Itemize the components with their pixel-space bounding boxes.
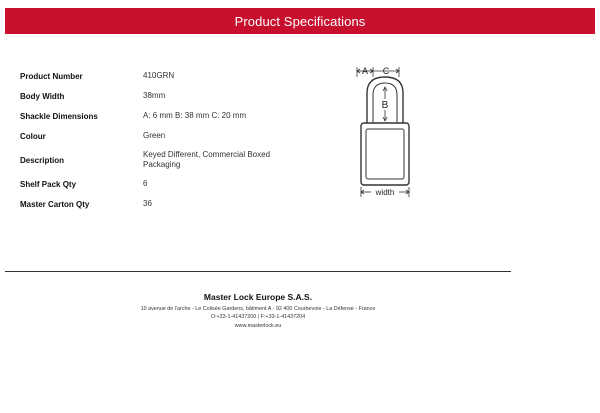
page-title-banner	[5, 8, 595, 34]
company-website: www.masterlock.eu	[234, 322, 282, 329]
page-title: Product Specifications	[234, 13, 366, 29]
dimension-label-width: width	[375, 188, 395, 197]
dimension-label-a: A	[361, 66, 369, 76]
spec-label: Description	[20, 155, 65, 165]
spec-row-shelf-pack-qty	[20, 174, 300, 194]
spec-value: 36	[143, 199, 152, 208]
footer-divider	[5, 271, 511, 272]
padlock-dimension-diagram	[355, 63, 415, 201]
spec-value: 410GRN	[143, 71, 175, 80]
spec-row-product-number	[20, 66, 300, 86]
spec-row-description	[20, 146, 300, 174]
footer	[5, 292, 511, 330]
spec-row-colour	[20, 126, 300, 146]
spec-value: Keyed Different, Commercial Boxed Packaging	[143, 150, 271, 169]
spec-row-body-width	[20, 86, 300, 106]
spec-value: Green	[143, 131, 166, 140]
spec-row-shackle-dimensions	[20, 106, 300, 126]
spec-row-master-carton-qty	[20, 194, 300, 214]
spec-value: 38mm	[143, 91, 166, 100]
spec-label: Colour	[20, 131, 46, 141]
company-name: Master Lock Europe S.A.S.	[203, 292, 313, 302]
company-phone: O:+33-1-41437200 | F:+33-1-41437204	[210, 314, 306, 321]
spec-label: Product Number	[20, 71, 83, 81]
dimension-label-b: B	[381, 100, 389, 111]
spec-label: Shackle Dimensions	[20, 111, 98, 121]
spec-label: Shelf Pack Qty	[20, 179, 77, 189]
specifications-table	[20, 66, 300, 214]
spec-value: 6	[143, 179, 148, 188]
spec-label: Body Width	[20, 91, 65, 101]
company-address: 10 avenue de l'arche - Le Colisée Gardens, bâtiment A - 92 400 Courbevoie - La Défense - France	[140, 306, 376, 312]
spec-label: Master Carton Qty	[20, 199, 90, 209]
spec-value: A: 6 mm B: 38 mm C: 20 mm	[143, 111, 247, 120]
dimension-label-c: C	[382, 66, 390, 76]
